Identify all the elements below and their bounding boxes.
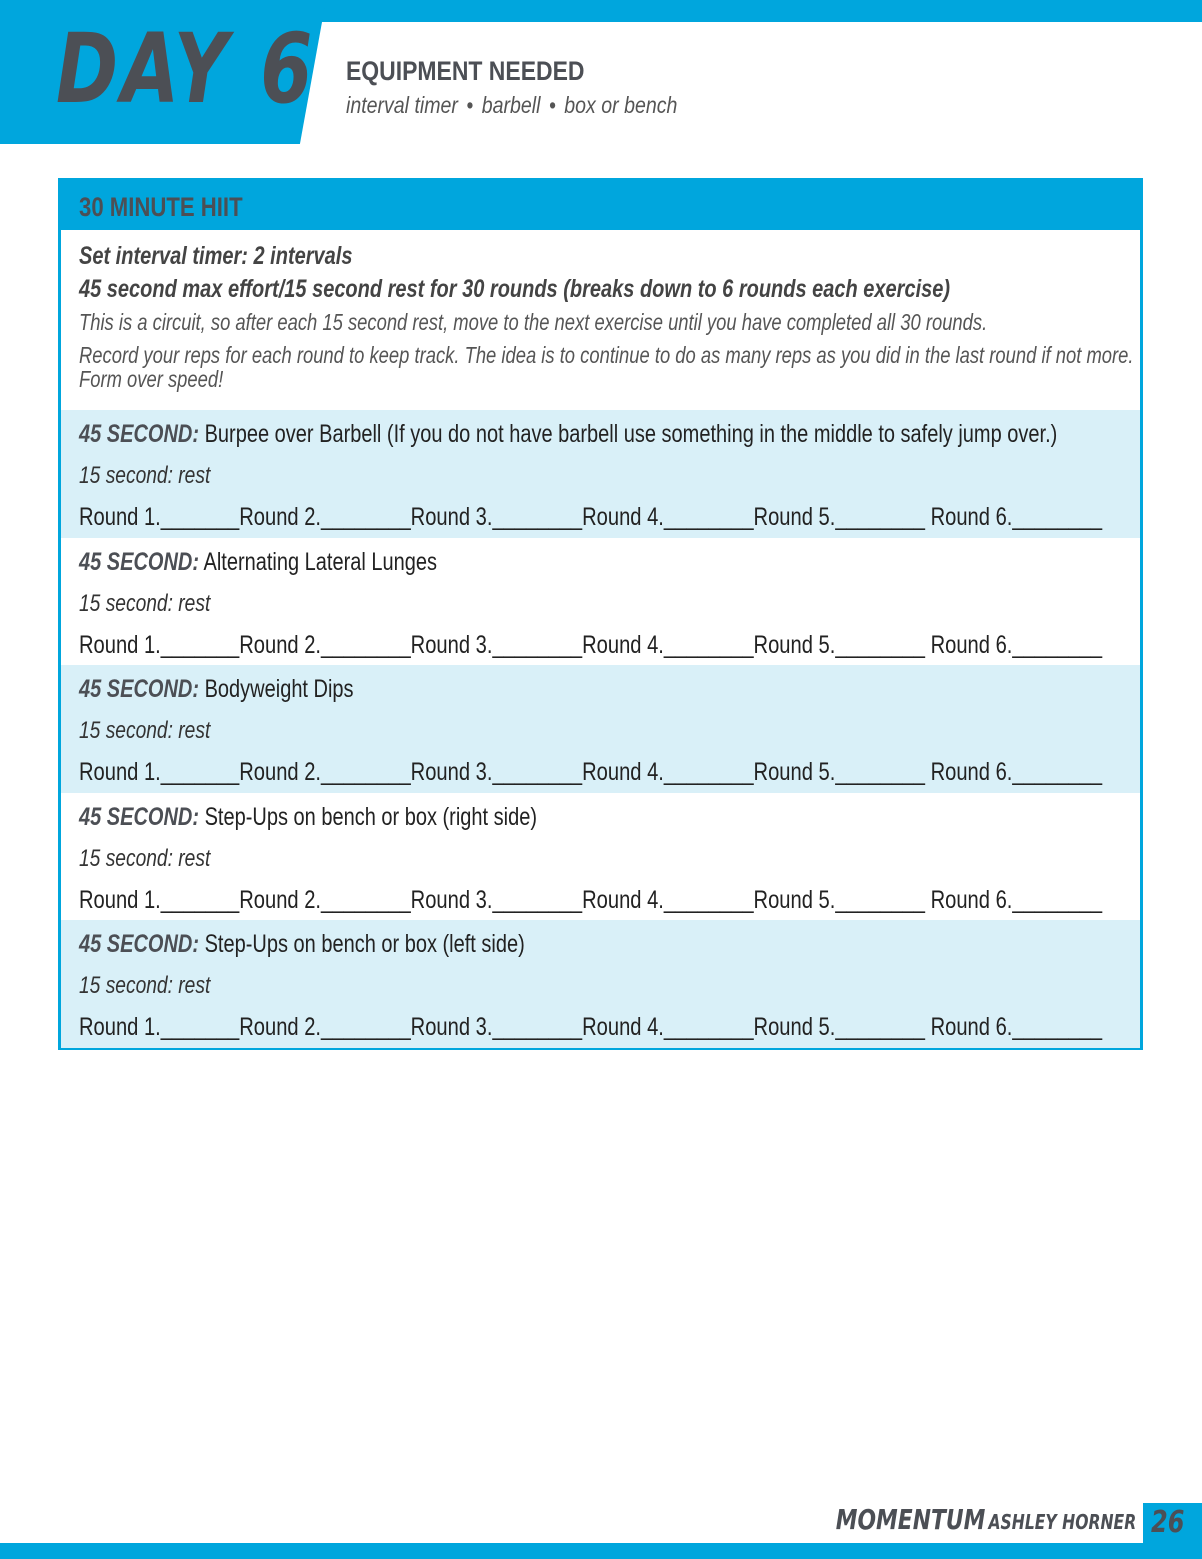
round-field[interactable]: Round 2.________ (239, 503, 411, 531)
round-field[interactable]: Round 6.________ (930, 1013, 1103, 1042)
round-field[interactable]: Round 6.________ (930, 503, 1103, 531)
round-field[interactable]: Round 5.________ (753, 630, 931, 659)
round-field[interactable]: Round 1._______ (79, 630, 240, 659)
round-field[interactable]: Round 6.________ (930, 885, 1103, 914)
bullet-separator: • (548, 92, 556, 118)
round-field[interactable]: Round 2.________ (239, 1013, 411, 1042)
exercise-name: Step-Ups on bench or box (right side) (199, 802, 537, 831)
exercise-block (61, 920, 1140, 1048)
equipment-item: box or bench (564, 92, 678, 118)
rest-line: 15 second: rest (79, 844, 211, 872)
page-number-box (1143, 1503, 1202, 1543)
round-field[interactable]: Round 3.________ (410, 758, 583, 787)
round-field[interactable]: Round 5.________ (753, 758, 931, 787)
rest-line: 15 second: rest (79, 462, 211, 489)
exercise-block (61, 665, 1140, 793)
exercise-duration: 45 SECOND: (79, 930, 200, 959)
author-name: ASHLEY HORNER (988, 1510, 1136, 1534)
exercise-block (61, 538, 1140, 666)
equipment-heading: EQUIPMENT NEEDED (346, 56, 585, 86)
instruction-circuit: This is a circuit, so after each 15 second rest, move to the next exercise until you have completed all 30 rounds. (79, 309, 988, 335)
round-field[interactable]: Round 3.________ (410, 503, 583, 531)
page-number: 26 (1151, 1505, 1185, 1540)
round-field[interactable]: Round 1._______ (79, 885, 240, 914)
round-field[interactable]: Round 3.________ (410, 1013, 583, 1042)
round-field[interactable]: Round 6.________ (930, 758, 1103, 787)
exercise-line (79, 930, 525, 959)
instruction-form: Form over speed! (79, 366, 224, 392)
exercise-line (79, 548, 437, 577)
day-title: DAY 6 (56, 13, 316, 125)
bottom-accent-bar (0, 1543, 1202, 1559)
rounds-line (79, 503, 1102, 532)
round-field[interactable]: Round 4.________ (582, 630, 754, 659)
round-field[interactable]: Round 5.________ (753, 1013, 931, 1042)
exercise-duration: 45 SECOND: (79, 420, 200, 448)
round-field[interactable]: Round 1._______ (79, 1013, 240, 1042)
rounds-line (79, 886, 1102, 915)
exercise-name: Bodyweight Dips (199, 675, 354, 704)
exercise-line (79, 420, 1057, 449)
exercise-block (61, 793, 1140, 921)
exercise-duration: 45 SECOND: (79, 547, 200, 576)
brand-name: MOMENTUM (835, 1503, 986, 1536)
exercise-name: Alternating Lateral Lunges (199, 547, 437, 576)
equipment-list (346, 92, 677, 119)
footer-brand (836, 1503, 1136, 1536)
round-field[interactable]: Round 2.________ (239, 885, 411, 914)
round-field[interactable]: Round 3.________ (410, 885, 583, 914)
exercise-line (79, 803, 537, 832)
workout-header (61, 181, 1140, 230)
rest-line: 15 second: rest (79, 972, 211, 1000)
exercise-block (61, 410, 1140, 538)
rounds-line (79, 758, 1102, 787)
workout-title: 30 MINUTE HIIT (79, 192, 243, 222)
bullet-separator: • (466, 92, 474, 118)
round-field[interactable]: Round 5.________ (753, 503, 931, 531)
round-field[interactable]: Round 4.________ (582, 503, 754, 531)
round-field[interactable]: Round 1._______ (79, 758, 240, 787)
exercise-name: Step-Ups on bench or box (left side) (199, 930, 525, 959)
round-field[interactable]: Round 6.________ (930, 630, 1103, 659)
round-field[interactable]: Round 4.________ (582, 1013, 754, 1042)
rest-line: 15 second: rest (79, 717, 211, 745)
workout-instructions (61, 230, 1140, 410)
round-field[interactable]: Round 2.________ (239, 630, 411, 659)
exercise-line (79, 675, 354, 704)
round-field[interactable]: Round 4.________ (582, 885, 754, 914)
round-field[interactable]: Round 3.________ (410, 630, 583, 659)
exercise-duration: 45 SECOND: (79, 802, 200, 831)
round-field[interactable]: Round 2.________ (239, 758, 411, 787)
round-field[interactable]: Round 4.________ (582, 758, 754, 787)
instruction-timer: Set interval timer: 2 intervals (79, 242, 353, 270)
equipment-item: interval timer (346, 92, 458, 118)
exercise-name: Burpee over Barbell (If you do not have barbell use something in the middle to safely jump over.) (199, 420, 1058, 448)
exercise-duration: 45 SECOND: (79, 675, 200, 704)
instruction-intervals: 45 second max effort/15 second rest for 30 rounds (breaks down to 6 rounds each exercise) (79, 275, 951, 303)
workout-box (58, 178, 1143, 1050)
rest-line: 15 second: rest (79, 589, 211, 617)
round-field[interactable]: Round 1._______ (79, 503, 240, 531)
round-field[interactable]: Round 5.________ (753, 885, 931, 914)
equipment-item: barbell (481, 92, 541, 118)
rounds-line (79, 631, 1102, 660)
instruction-record: Record your reps for each round to keep track. The idea is to continue to do as many reps as you did in the last round if not more. (79, 342, 1134, 368)
rounds-line (79, 1013, 1102, 1042)
